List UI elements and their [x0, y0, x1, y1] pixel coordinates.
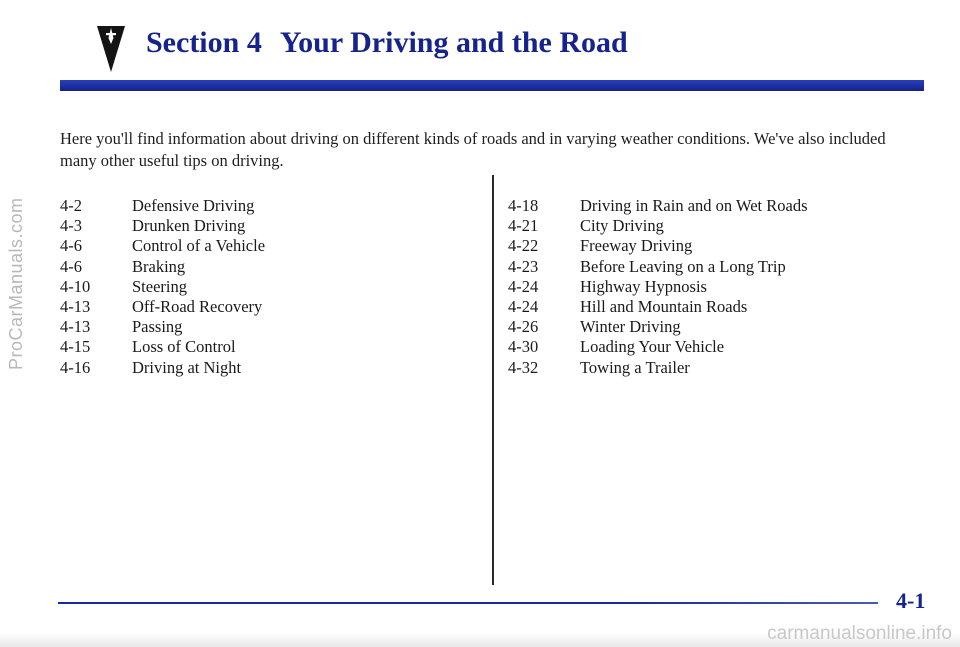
toc-page-number: 4-21: [508, 216, 539, 236]
toc-entry: [60, 337, 265, 357]
toc-topic: Drunken Driving: [132, 216, 246, 236]
toc-topic: Passing: [132, 317, 183, 337]
toc-topic: Driving in Rain and on Wet Roads: [580, 196, 808, 215]
toc-entry: [60, 317, 265, 337]
toc-entry: [508, 216, 808, 236]
toc-entry: [508, 257, 808, 277]
section-name: Your Driving and the Road: [279, 26, 628, 59]
toc-entry: [60, 196, 265, 216]
toc-page-number: 4-30: [508, 337, 539, 357]
toc-page-number: 4-2: [60, 196, 82, 215]
toc-entry: [60, 257, 265, 277]
footer-rule: [58, 602, 878, 604]
toc-page-number: 4-3: [60, 216, 82, 236]
toc-topic: Loss of Control: [132, 337, 236, 357]
toc-entry: [60, 358, 265, 378]
toc-topic: Braking: [132, 256, 186, 276]
toc-page-number: 4-16: [60, 357, 91, 377]
toc-entry: [508, 196, 808, 216]
toc-topic: Defensive Driving: [132, 196, 255, 215]
toc-entry: [60, 297, 265, 317]
toc-page-number: 4-13: [60, 297, 91, 317]
toc-topic: Loading Your Vehicle: [580, 337, 725, 357]
toc-entry: [60, 277, 265, 297]
toc-topic: Off-Road Recovery: [132, 297, 263, 317]
toc-page-number: 4-24: [508, 276, 539, 296]
toc-entry: [508, 277, 808, 297]
toc-entry: [508, 358, 808, 378]
toc-topic: Steering: [132, 276, 187, 296]
toc-page-number: 4-22: [508, 236, 539, 256]
toc-page-number: 4-26: [508, 317, 539, 337]
toc-page-number: 4-10: [60, 276, 91, 296]
toc-page-number: 4-32: [508, 357, 539, 377]
column-divider: [492, 175, 494, 585]
toc-page-number: 4-6: [60, 236, 82, 256]
toc-page-number: 4-24: [508, 297, 539, 317]
toc-entry: [508, 337, 808, 357]
toc-entry: [60, 236, 265, 256]
bottom-watermark: carmanualsonline.info: [767, 623, 952, 644]
intro-paragraph: Here you'll find information about driving on different kinds of roads and in varying weather conditions. We've also included many other useful tips on driving.: [60, 129, 886, 170]
toc-topic: Winter Driving: [580, 317, 681, 337]
toc-page-number: 4-13: [60, 317, 91, 337]
toc-topic: City Driving: [580, 216, 664, 236]
toc-topic: Highway Hypnosis: [580, 276, 707, 296]
toc-entry: [508, 236, 808, 256]
toc-topic: Driving at Night: [132, 357, 242, 377]
section-label: Section 4: [146, 26, 262, 59]
toc-topic: Before Leaving on a Long Trip: [580, 256, 786, 276]
toc-entry: [60, 216, 265, 236]
side-watermark: ProCarManuals.com: [6, 197, 26, 370]
toc-page-number: 4-6: [60, 256, 82, 276]
toc-entry: [508, 317, 808, 337]
toc-topic: Hill and Mountain Roads: [580, 297, 748, 317]
toc-page-number: 4-18: [508, 196, 539, 215]
toc-topic: Freeway Driving: [580, 236, 693, 256]
toc-topic: Control of a Vehicle: [132, 236, 266, 256]
toc-page-number: 4-15: [60, 337, 91, 357]
toc-topic: Towing a Trailer: [580, 357, 690, 377]
title-rule: [60, 80, 924, 91]
pontiac-arrowhead-logo-icon: [96, 24, 126, 74]
toc-entry: [508, 297, 808, 317]
page-number: 4-1: [896, 588, 926, 613]
toc-left-column: [60, 196, 265, 378]
toc-page-number: 4-23: [508, 256, 539, 276]
toc-right-column: [508, 196, 808, 378]
section-title: [146, 26, 628, 60]
